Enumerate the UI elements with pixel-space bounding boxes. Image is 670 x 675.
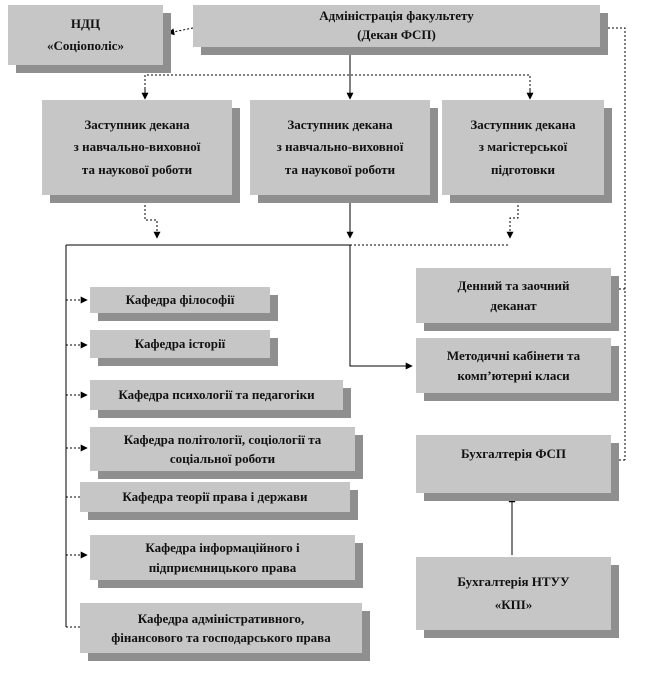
accounting-fsp-box [416, 435, 611, 493]
line-deputy-bar [145, 75, 530, 97]
deanery-box [416, 268, 611, 323]
accounting-ntuu-line-1: Бухгалтерія НТУУ [457, 574, 570, 590]
deputy-1-line-1: Заступник декана [84, 117, 190, 133]
deputy-3-line-2: з магістерської [478, 139, 568, 155]
deputy-2-line-2: з навчально-виховної [276, 139, 404, 155]
methodical-line-1: Методичні кабінети та [446, 348, 581, 363]
ndc-box [8, 5, 163, 65]
deputy-3-line-3: підготовки [491, 161, 555, 177]
methodical-line-2: комп’ютерні класи [457, 367, 570, 383]
department-information-law [90, 535, 355, 580]
department-2-label: Кафедра історії [134, 335, 226, 351]
department-history [90, 330, 270, 358]
accounting-ntuu-box [416, 557, 611, 630]
department-4-line-1: Кафедра політології, соціології та [123, 431, 322, 447]
accounting-ntuu-line-2: «КПІ» [494, 596, 533, 612]
administration-box [193, 5, 600, 47]
methodical-offices-box [416, 338, 611, 393]
department-1-label: Кафедра філософії [125, 291, 235, 307]
administration-subtitle: (Декан ФСП) [357, 27, 436, 42]
department-administrative-law [80, 603, 362, 653]
accounting-fsp-label: Бухгалтерія ФСП [460, 446, 567, 461]
ndc-title: НДЦ [70, 15, 101, 31]
line-admin-right [600, 28, 625, 460]
deputy-dean-box-2 [250, 100, 430, 195]
ndc-subtitle: «Соціополіс» [47, 38, 124, 53]
department-theory-of-law [80, 482, 350, 512]
deanery-line-1: Денний та заочний [457, 278, 570, 293]
deputy-1-line-3: та наукової роботи [81, 161, 193, 177]
department-5-label: Кафедра теорії права і держави [122, 488, 308, 504]
department-psychology [90, 380, 343, 410]
department-3-label: Кафедра психології та педагогіки [118, 386, 315, 402]
line-deputy3-down [510, 197, 518, 238]
department-6-line-2: підприємницького права [148, 559, 297, 575]
department-7-line-1: Кафедра адміністративного, [137, 610, 305, 626]
deputy-1-line-2: з навчально-виховної [73, 139, 201, 155]
deputy-3-line-1: Заступник декана [470, 117, 576, 133]
department-4-line-2: соціальної роботи [169, 451, 276, 466]
line-deputy1-down [145, 197, 157, 238]
arrow-admin-to-ndc [168, 28, 193, 33]
deanery-line-2: деканат [490, 297, 537, 313]
line-to-methodical [350, 245, 412, 366]
deputy-2-line-1: Заступник декана [287, 117, 393, 133]
department-6-line-1: Кафедра інформаційного і [145, 540, 300, 555]
department-7-line-2: фінансового та господарського права [111, 630, 331, 645]
department-political-science [90, 427, 355, 471]
deputy-2-line-3: та наукової роботи [284, 161, 396, 177]
deputy-dean-box-3 [442, 100, 604, 195]
deputy-dean-box-1 [42, 100, 232, 195]
administration-title: Адміністрація факультету [319, 8, 474, 24]
department-philosophy [90, 287, 270, 313]
